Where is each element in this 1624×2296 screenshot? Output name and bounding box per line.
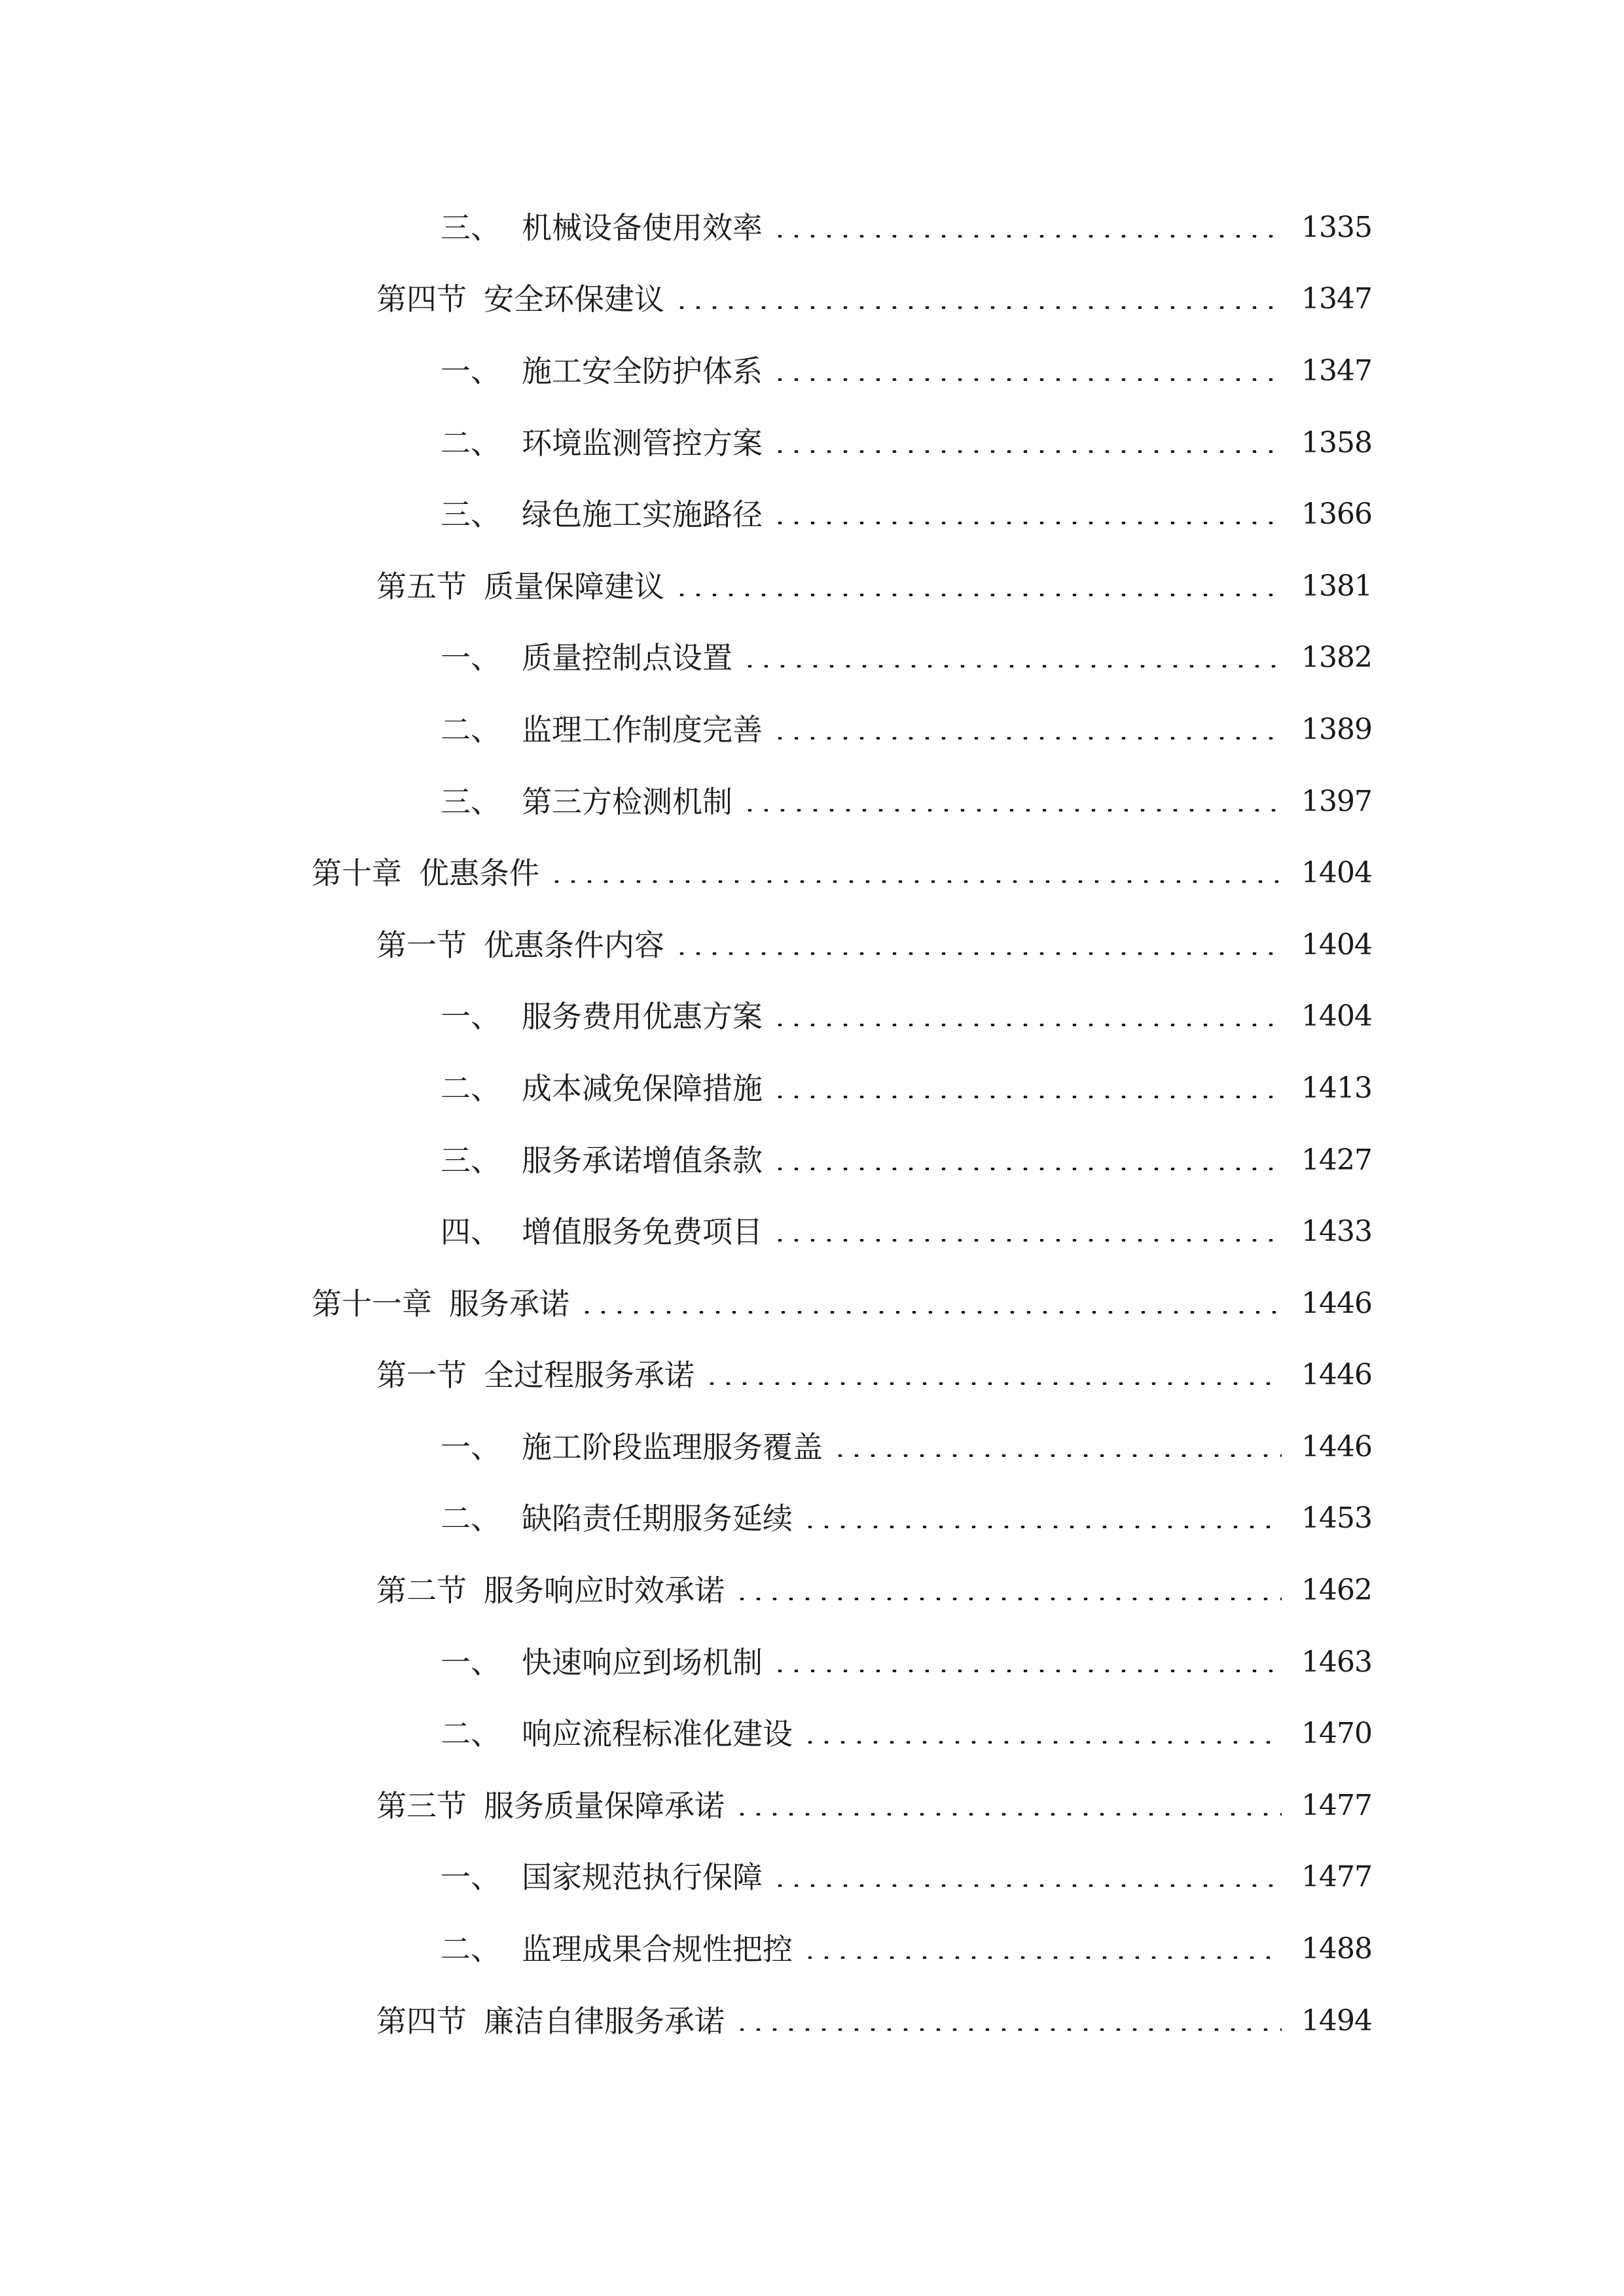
toc-entry-title: 安全环保建议: [484, 281, 664, 317]
toc-entry-title: 施工阶段监理服务覆盖: [522, 1429, 823, 1465]
toc-entry-page: 1404: [1301, 856, 1372, 890]
toc-entry-title: 增值服务免费项目: [522, 1214, 763, 1250]
toc-entry-page: 1404: [1301, 927, 1372, 961]
dot-leader: [742, 809, 1282, 812]
dot-leader: [734, 1813, 1282, 1816]
toc-entry[interactable]: [0, 981, 1624, 1053]
toc-entry[interactable]: [0, 1770, 1624, 1842]
toc-entry-title: 全过程服务承诺: [484, 1357, 695, 1393]
toc-entry[interactable]: [0, 1268, 1624, 1340]
toc-entry-number: 一、: [441, 1429, 501, 1465]
toc-entry-number: 第十一章: [312, 1285, 432, 1321]
dot-leader: [772, 378, 1282, 381]
dot-leader: [772, 522, 1282, 524]
toc-entry-page: 1413: [1301, 1071, 1372, 1105]
toc-entry-number: 一、: [441, 999, 501, 1035]
toc-entry-title: 服务承诺: [449, 1285, 569, 1321]
toc-entry-page: 1488: [1301, 1932, 1372, 1966]
toc-entry-title: 质量控制点设置: [522, 640, 732, 676]
toc-entry-page: 1462: [1301, 1573, 1372, 1607]
toc-entry-number: 二、: [441, 425, 501, 461]
toc-entry[interactable]: [0, 550, 1624, 622]
toc-entry[interactable]: [0, 1483, 1624, 1555]
toc-entry[interactable]: [0, 1052, 1624, 1124]
toc-entry-page: 1446: [1301, 1358, 1372, 1392]
toc-entry-page: 1494: [1301, 2003, 1372, 2037]
toc-entry-number: 第三节: [376, 1787, 467, 1823]
dot-leader: [674, 594, 1282, 596]
dot-leader: [802, 1741, 1282, 1744]
toc-entry[interactable]: [0, 264, 1624, 336]
toc-entry-number: 第一节: [376, 927, 467, 963]
dot-leader: [802, 1956, 1282, 1959]
dot-leader: [772, 1670, 1282, 1672]
toc-entry-title: 优惠条件内容: [484, 927, 664, 963]
toc-entry-number: 三、: [441, 1142, 501, 1178]
dot-leader: [772, 1239, 1282, 1242]
toc-entry[interactable]: [0, 192, 1624, 264]
toc-entry-page: 1382: [1301, 641, 1372, 675]
toc-entry-title: 环境监测管控方案: [522, 425, 763, 461]
toc-entry-number: 第一节: [376, 1357, 467, 1393]
toc-entry-number: 一、: [441, 353, 501, 389]
toc-entry-number: 一、: [441, 1859, 501, 1895]
toc-entry-number: 四、: [441, 1214, 501, 1250]
toc-entry[interactable]: [0, 909, 1624, 981]
toc-entry-page: 1427: [1301, 1143, 1372, 1177]
toc-entry-title: 成本减免保障措施: [522, 1070, 763, 1106]
toc-entry-title: 服务承诺增值条款: [522, 1142, 763, 1178]
toc-entry-number: 第五节: [376, 568, 467, 604]
dot-leader: [674, 306, 1282, 309]
toc-entry[interactable]: [0, 766, 1624, 838]
dot-leader: [734, 2028, 1282, 2031]
toc-entry-title: 监理工作制度完善: [522, 711, 763, 747]
toc-entry[interactable]: [0, 694, 1624, 766]
toc-entry-title: 施工安全防护体系: [522, 353, 763, 389]
toc-entry-title: 第三方检测机制: [522, 783, 732, 819]
toc-entry-page: 1389: [1301, 712, 1372, 746]
toc-entry-page: 1335: [1301, 210, 1372, 244]
toc-entry-title: 廉洁自律服务承诺: [484, 2003, 725, 2039]
toc-entry-number: 一、: [441, 1644, 501, 1680]
toc-entry-page: 1470: [1301, 1717, 1372, 1751]
toc-entry-number: 二、: [441, 1716, 501, 1752]
toc-entry-title: 服务响应时效承诺: [484, 1573, 725, 1609]
toc-entry-number: 二、: [441, 1070, 501, 1106]
toc-entry-number: 二、: [441, 711, 501, 747]
toc-entry-number: 第十章: [312, 855, 402, 891]
toc-entry-page: 1358: [1301, 425, 1372, 459]
dot-leader: [734, 1598, 1282, 1600]
dot-leader: [772, 1024, 1282, 1026]
toc-entry-page: 1453: [1301, 1501, 1372, 1535]
toc-entry[interactable]: [0, 335, 1624, 407]
toc-entry-number: 二、: [441, 1931, 501, 1967]
toc-entry[interactable]: [0, 478, 1624, 550]
dot-leader: [802, 1526, 1282, 1528]
dot-leader: [772, 235, 1282, 238]
toc-entry-title: 缺陷责任期服务延续: [522, 1501, 793, 1537]
toc-entry-number: 第四节: [376, 281, 467, 317]
toc-entry[interactable]: [0, 1842, 1624, 1914]
toc-entry-number: 三、: [441, 497, 501, 533]
toc-entry-title: 服务质量保障承诺: [484, 1787, 725, 1823]
dot-leader: [772, 1168, 1282, 1170]
toc-entry-number: 三、: [441, 783, 501, 819]
toc-entry-page: 1404: [1301, 999, 1372, 1033]
toc-entry-page: 1477: [1301, 1788, 1372, 1822]
dot-leader: [742, 665, 1282, 668]
dot-leader: [772, 1096, 1282, 1098]
toc-entry[interactable]: [0, 407, 1624, 479]
toc-entry-number: 二、: [441, 1501, 501, 1537]
toc-entry-number: 三、: [441, 209, 501, 245]
toc-entry-page: 1433: [1301, 1215, 1372, 1249]
table-of-contents: [0, 192, 1624, 2056]
dot-leader: [832, 1454, 1282, 1457]
toc-entry[interactable]: [0, 1626, 1624, 1698]
dot-leader: [772, 737, 1282, 740]
toc-entry-title: 服务费用优惠方案: [522, 999, 763, 1035]
toc-entry[interactable]: [0, 837, 1624, 909]
toc-entry-number: 一、: [441, 640, 501, 676]
toc-entry-page: 1347: [1301, 282, 1372, 316]
toc-entry-number: 第四节: [376, 2003, 467, 2039]
toc-entry-page: 1397: [1301, 784, 1372, 818]
toc-entry-page: 1446: [1301, 1286, 1372, 1320]
dot-leader: [674, 952, 1282, 955]
toc-entry[interactable]: [0, 1698, 1624, 1770]
toc-entry[interactable]: [0, 1124, 1624, 1196]
dot-leader: [772, 1884, 1282, 1887]
toc-entry-page: 1477: [1301, 1860, 1372, 1894]
toc-entry-page: 1446: [1301, 1429, 1372, 1463]
toc-entry-title: 质量保障建议: [484, 568, 664, 604]
toc-entry[interactable]: [0, 1985, 1624, 2057]
toc-entry-page: 1463: [1301, 1645, 1372, 1679]
toc-entry-title: 机械设备使用效率: [522, 209, 763, 245]
toc-entry[interactable]: [0, 1196, 1624, 1268]
toc-entry-title: 响应流程标准化建设: [522, 1716, 793, 1752]
toc-entry-title: 绿色施工实施路径: [522, 497, 763, 533]
dot-leader: [772, 450, 1282, 453]
toc-entry[interactable]: [0, 1913, 1624, 1985]
toc-entry[interactable]: [0, 1411, 1624, 1483]
toc-entry-title: 快速响应到场机制: [522, 1644, 763, 1680]
toc-entry[interactable]: [0, 1554, 1624, 1626]
dot-leader: [704, 1382, 1282, 1385]
dot-leader: [579, 1311, 1282, 1314]
toc-entry-title: 国家规范执行保障: [522, 1859, 763, 1895]
dot-leader: [549, 880, 1282, 883]
toc-entry[interactable]: [0, 622, 1624, 694]
toc-entry-title: 优惠条件: [419, 855, 539, 891]
toc-entry-title: 监理成果合规性把控: [522, 1931, 793, 1967]
toc-entry-page: 1366: [1301, 497, 1372, 531]
toc-entry[interactable]: [0, 1340, 1624, 1412]
toc-entry-number: 第二节: [376, 1573, 467, 1609]
toc-entry-page: 1381: [1301, 569, 1372, 603]
toc-entry-page: 1347: [1301, 353, 1372, 387]
